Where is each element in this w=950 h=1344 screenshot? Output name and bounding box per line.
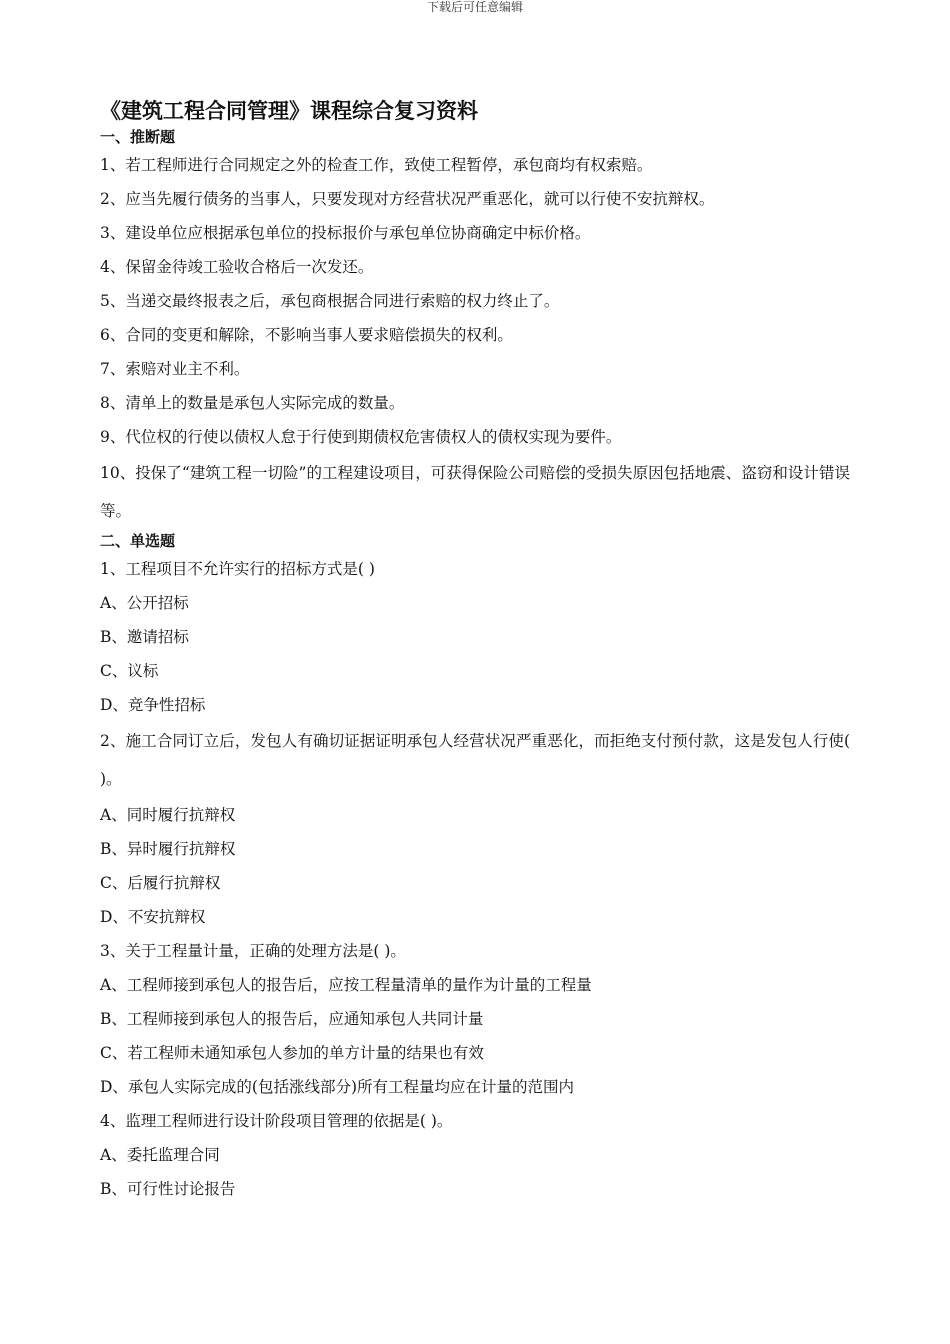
tf-item-10: 10、投保了“建筑工程一切险”的工程建设项目，可获得保险公司赔偿的受损失原因包括地震、盗窃和设计错误等。: [100, 464, 850, 520]
question-3: 3、关于工程量计量，正确的处理方法是( )。: [100, 942, 406, 960]
tf-item-5: 5、当递交最终报表之后，承包商根据合同进行索赔的权力终止了。: [100, 292, 560, 310]
q2-option-d: D、不安抗辩权: [100, 908, 206, 926]
document-title: 《建筑工程合同管理》课程综合复习资料: [100, 99, 478, 123]
q3-option-b: B、工程师接到承包人的报告后，应通知承包人共同计量: [100, 1010, 484, 1028]
tf-item-9: 9、代位权的行使以债权人怠于行使到期债权危害债权人的债权实现为要件。: [100, 428, 622, 446]
q4-option-b: B、可行性讨论报告: [100, 1180, 236, 1198]
question-2: 2、施工合同订立后，发包人有确切证据证明承包人经营状况严重恶化，而拒绝支付预付款，这是发包人行使( )。: [100, 732, 850, 788]
q1-option-b: B、邀请招标: [100, 628, 189, 646]
q2-option-b: B、异时履行抗辩权: [100, 840, 236, 858]
tf-item-8: 8、清单上的数量是承包人实际完成的数量。: [100, 394, 405, 412]
section-single-choice: [100, 530, 850, 1206]
q3-option-d: D、承包人实际完成的(包括涨线部分)所有工程量均应在计量的范围内: [100, 1078, 575, 1096]
section-true-false: [100, 126, 850, 530]
tf-item-1: 1、若工程师进行合同规定之外的检查工作，致使工程暂停，承包商均有权索赔。: [100, 156, 653, 174]
q3-option-a: A、工程师接到承包人的报告后，应按工程量清单的量作为计量的工程量: [100, 976, 592, 994]
q1-option-a: A、公开招标: [100, 594, 189, 612]
q1-option-c: C、议标: [100, 662, 159, 680]
page-header-note: 下载后可任意编辑: [426, 0, 523, 14]
tf-item-4: 4、保留金待竣工验收合格后一次发还。: [100, 258, 374, 276]
question-1: 1、工程项目不允许实行的招标方式是( ): [100, 560, 375, 578]
tf-item-7: 7、索赔对业主不利。: [100, 360, 250, 378]
tf-item-3: 3、建设单位应根据承包单位的投标报价与承包单位协商确定中标价格。: [100, 224, 591, 242]
question-4: 4、监理工程师进行设计阶段项目管理的依据是( )。: [100, 1112, 453, 1130]
section-heading-true-false: 一、推断题: [100, 128, 176, 146]
q1-option-d: D、竞争性招标: [100, 696, 206, 714]
q2-option-c: C、后履行抗辩权: [100, 874, 221, 892]
q4-option-a: A、委托监理合同: [100, 1146, 220, 1164]
q2-option-a: A、同时履行抗辩权: [100, 806, 236, 824]
section-heading-single-choice: 二、单选题: [100, 532, 176, 550]
tf-item-2: 2、应当先履行债务的当事人，只要发现对方经营状况严重恶化，就可以行使不安抗辩权。: [100, 190, 715, 208]
q3-option-c: C、若工程师未通知承包人参加的单方计量的结果也有效: [100, 1044, 484, 1062]
document-body: [100, 96, 850, 1206]
tf-item-6: 6、合同的变更和解除，不影响当事人要求赔偿损失的权利。: [100, 326, 513, 344]
